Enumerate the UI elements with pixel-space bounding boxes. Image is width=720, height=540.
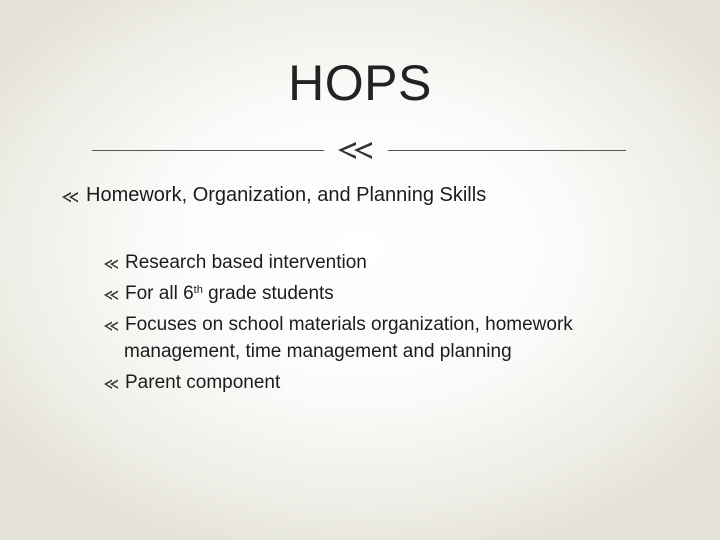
quote-icon bbox=[103, 286, 125, 304]
quote-icon bbox=[103, 317, 125, 335]
sub-bullet-text: Parent component bbox=[125, 372, 281, 393]
main-bullet bbox=[60, 184, 486, 207]
quote-icon bbox=[103, 375, 125, 393]
sub-bullet-text: Research based intervention bbox=[125, 252, 367, 273]
divider-line-right bbox=[388, 150, 626, 151]
ordinal-superscript: th bbox=[193, 284, 203, 296]
sub-bullet-2 bbox=[103, 283, 334, 305]
sub-bullet-4 bbox=[103, 372, 280, 394]
sub-bullet-text-start: For all 6 bbox=[125, 283, 194, 304]
divider-line-left bbox=[92, 150, 324, 151]
sub-bullet-text-end: grade students bbox=[202, 283, 334, 304]
slide-title: HOPS bbox=[288, 55, 432, 111]
sub-bullet-text-continuation: management, time management and planning bbox=[124, 341, 512, 362]
quote-icon bbox=[60, 187, 86, 207]
quote-icon bbox=[334, 138, 380, 164]
sub-bullet-3 bbox=[103, 314, 573, 336]
quote-icon bbox=[103, 255, 125, 273]
sub-bullet-text: Focuses on school materials organization, homework bbox=[125, 314, 573, 335]
main-bullet-text: Homework, Organization, and Planning Skills bbox=[86, 184, 487, 206]
sub-bullet-text bbox=[125, 283, 334, 305]
sub-bullet-1 bbox=[103, 252, 367, 274]
